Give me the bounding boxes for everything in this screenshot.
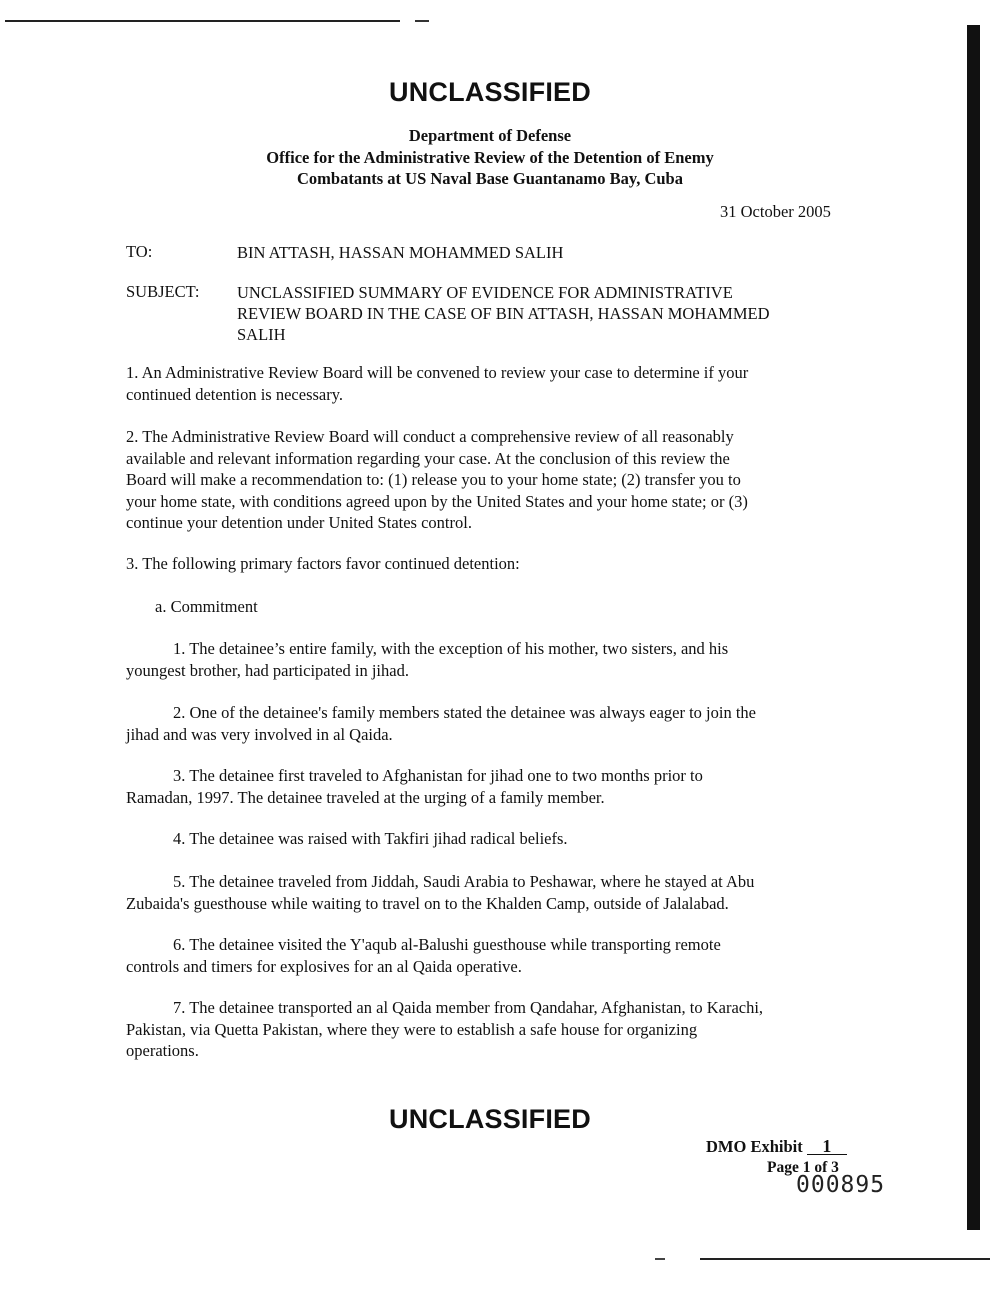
subject-line: REVIEW BOARD IN THE CASE OF BIN ATTASH, HASSAN MOHAMMED <box>237 304 770 323</box>
item-line: jihad and was very involved in al Qaida. <box>126 724 393 744</box>
paragraph-3 <box>126 553 846 575</box>
item-line: youngest brother, had participated in jihad. <box>126 660 409 680</box>
section-a-heading <box>155 596 875 618</box>
item-line: 6. The detainee visited the Y'aqub al-Balushi guesthouse while transporting remote <box>173 935 721 954</box>
section-heading: a. Commitment <box>155 597 258 616</box>
commitment-item-1 <box>126 638 846 681</box>
exhibit-label-text: DMO Exhibit <box>706 1137 803 1156</box>
item-line: Ramadan, 1997. The detainee traveled at the urging of a family member. <box>126 787 605 807</box>
scan-artifact-bottom-dash <box>655 1258 665 1260</box>
commitment-item-5 <box>126 871 846 914</box>
item-line: controls and timers for explosives for an al Qaida operative. <box>126 956 522 976</box>
scan-artifact-bottom-rule <box>700 1258 990 1260</box>
commitment-item-4 <box>126 828 846 850</box>
paragraph-line: your home state, with conditions agreed upon by the United States and your home state; or (3) <box>126 491 748 511</box>
paragraph-line: 2. The Administrative Review Board will conduct a comprehensive review of all reasonably <box>126 427 734 446</box>
letterhead-department: Department of Defense <box>408 126 572 145</box>
paragraph-line: Board will make a recommendation to: (1) release you to your home state; (2) transfer you to <box>126 470 741 489</box>
classification-marking-bottom: UNCLASSIFIED <box>389 1104 591 1134</box>
subject-line: SALIH <box>237 325 286 344</box>
item-line: 7. The detainee transported an al Qaida member from Qandahar, Afghanistan, to Karachi, <box>173 998 764 1017</box>
scan-artifact-top-dash <box>415 20 429 22</box>
letterhead-office: Office for the Administrative Review of the Detention of Enemy <box>266 147 714 167</box>
classification-marking-top: UNCLASSIFIED <box>389 77 591 107</box>
letterhead-location: Combatants at US Naval Base Guantanamo Bay, Cuba <box>297 169 683 188</box>
item-line: 1. The detainee’s entire family, with the exception of his mother, two sisters, and his <box>173 639 729 658</box>
commitment-item-2 <box>126 702 846 745</box>
item-line: operations. <box>126 1041 199 1060</box>
item-line: Pakistan, via Quetta Pakistan, where they were to establish a safe house for organizing <box>126 1019 698 1039</box>
item-line: 3. The detainee first traveled to Afghanistan for jihad one to two months prior to <box>173 766 703 785</box>
letterhead <box>0 125 980 190</box>
to-value: BIN ATTASH, HASSAN MOHAMMED SALIH <box>237 243 564 262</box>
commitment-item-7 <box>126 997 846 1062</box>
paragraph-line: available and relevant information regarding your case. At the conclusion of this review the <box>126 448 730 468</box>
paragraph-line: continued detention is necessary. <box>126 384 344 404</box>
bates-number: 000895 <box>796 1172 886 1198</box>
subject-line: UNCLASSIFIED SUMMARY OF EVIDENCE FOR ADMINISTRATIVE <box>237 283 733 302</box>
document-date: 31 October 2005 <box>720 202 831 221</box>
scan-artifact-top-rule <box>5 20 400 22</box>
commitment-item-3 <box>126 765 846 808</box>
item-line: 4. The detainee was raised with Takfiri jihad radical beliefs. <box>173 829 568 848</box>
paragraph-line: 3. The following primary factors favor continued detention: <box>126 554 520 573</box>
page-number: Page 1 of 3 <box>767 1159 839 1176</box>
item-line: 5. The detainee traveled from Jiddah, Saudi Arabia to Peshawar, where he stayed at Abu <box>173 872 755 891</box>
paragraph-line: 1. An Administrative Review Board will be convened to review your case to determine if your <box>126 363 749 382</box>
exhibit-label <box>706 1137 847 1157</box>
subject-value <box>237 282 857 345</box>
scan-artifact-right-bar <box>967 25 980 1230</box>
paragraph-1 <box>126 362 846 405</box>
exhibit-number: 1 <box>807 1138 847 1155</box>
item-line: Zubaida's guesthouse while waiting to travel on to the Khalden Camp, outside of Jalalabad. <box>126 893 729 913</box>
item-line: 2. One of the detainee's family members stated the detainee was always eager to join the <box>173 703 757 722</box>
paragraph-2 <box>126 426 846 534</box>
to-label: TO: <box>126 242 153 261</box>
subject-label: SUBJECT: <box>126 282 200 301</box>
paragraph-line: continue your detention under United States control. <box>126 513 472 532</box>
commitment-item-6 <box>126 934 846 977</box>
